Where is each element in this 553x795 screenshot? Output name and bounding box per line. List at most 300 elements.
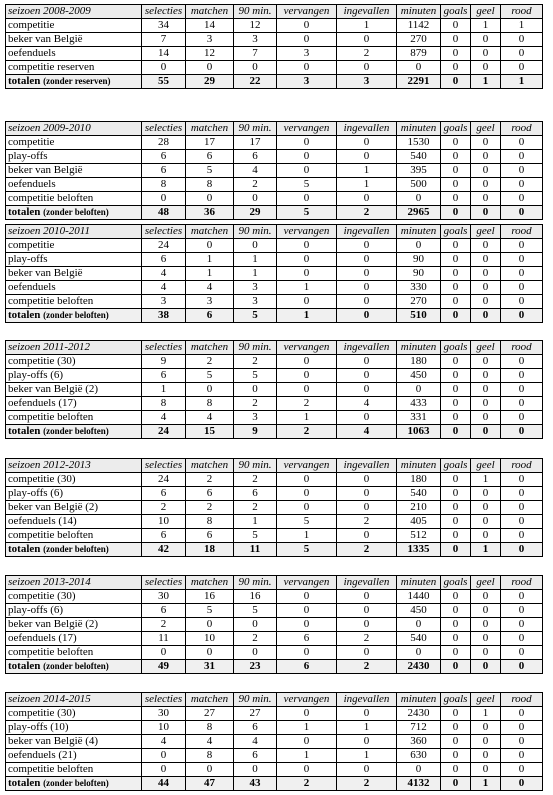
- totals-note: (zonder beloften): [43, 661, 109, 671]
- stat-cell: 5: [186, 604, 234, 618]
- stat-cell: 0: [441, 397, 471, 411]
- total-cell: 24: [142, 425, 186, 439]
- stat-cell: 0: [441, 707, 471, 721]
- stat-cell: 0: [337, 281, 397, 295]
- stat-cell: 27: [234, 707, 277, 721]
- totals-note: (zonder beloften): [43, 310, 109, 320]
- stat-cell: 0: [471, 763, 501, 777]
- stat-cell: 0: [501, 47, 543, 61]
- total-cell: 0: [441, 75, 471, 89]
- total-cell: 0: [501, 425, 543, 439]
- total-cell: 1: [471, 75, 501, 89]
- stat-cell: 6: [142, 369, 186, 383]
- stat-cell: 1: [501, 19, 543, 33]
- stat-cell: 17: [186, 136, 234, 150]
- table-row: [6, 604, 543, 618]
- column-header: ingevallen: [337, 693, 397, 707]
- stat-cell: 0: [397, 61, 441, 75]
- total-cell: 29: [186, 75, 234, 89]
- table-row: [6, 529, 543, 543]
- total-cell: 6: [277, 660, 337, 674]
- stat-cell: 180: [397, 473, 441, 487]
- table-row: [6, 707, 543, 721]
- stat-cell: 0: [501, 33, 543, 47]
- stat-cell: 1: [277, 529, 337, 543]
- total-cell: 0: [501, 206, 543, 220]
- stat-cell: 0: [441, 411, 471, 425]
- stat-cell: 0: [471, 604, 501, 618]
- stat-cell: 2: [234, 501, 277, 515]
- stat-cell: 0: [471, 397, 501, 411]
- stat-cell: 0: [337, 735, 397, 749]
- total-cell: 0: [501, 777, 543, 791]
- column-header: geel: [471, 693, 501, 707]
- header-row: [6, 225, 543, 239]
- stat-cell: 0: [501, 590, 543, 604]
- stat-cell: 4: [142, 735, 186, 749]
- stat-cell: 3: [234, 295, 277, 309]
- total-cell: 0: [471, 425, 501, 439]
- stat-cell: 0: [277, 646, 337, 660]
- stat-cell: 0: [337, 61, 397, 75]
- stat-cell: 540: [397, 487, 441, 501]
- season-title: seizoen 2008-2009: [6, 5, 142, 19]
- stat-cell: 5: [277, 178, 337, 192]
- column-header: ingevallen: [337, 576, 397, 590]
- stat-cell: 27: [186, 707, 234, 721]
- totals-row: [6, 309, 543, 323]
- total-cell: 510: [397, 309, 441, 323]
- column-header: 90 min.: [234, 122, 277, 136]
- total-cell: 4: [337, 425, 397, 439]
- row-label: competitie (30): [6, 590, 142, 604]
- stat-cell: 0: [501, 735, 543, 749]
- stat-cell: 8: [142, 397, 186, 411]
- column-header: selecties: [142, 576, 186, 590]
- stat-cell: 2: [186, 355, 234, 369]
- stat-cell: 2: [142, 501, 186, 515]
- total-cell: 2: [277, 777, 337, 791]
- stat-cell: 0: [441, 164, 471, 178]
- stat-cell: 0: [501, 632, 543, 646]
- stat-cell: 0: [337, 707, 397, 721]
- column-header: goals: [441, 576, 471, 590]
- stat-cell: 0: [501, 515, 543, 529]
- row-label: oefenduels: [6, 47, 142, 61]
- stat-cell: 330: [397, 281, 441, 295]
- table-row: [6, 487, 543, 501]
- stat-cell: 0: [441, 253, 471, 267]
- stat-cell: 8: [186, 721, 234, 735]
- stat-cell: 0: [501, 369, 543, 383]
- stat-cell: 10: [142, 515, 186, 529]
- total-cell: 42: [142, 543, 186, 557]
- stat-cell: 3: [142, 295, 186, 309]
- stat-cell: 4: [186, 411, 234, 425]
- stat-cell: 0: [277, 501, 337, 515]
- stat-cell: 0: [441, 61, 471, 75]
- stat-cell: 0: [471, 295, 501, 309]
- stat-cell: 0: [501, 61, 543, 75]
- stat-cell: 8: [186, 515, 234, 529]
- column-header: selecties: [142, 459, 186, 473]
- total-cell: 0: [471, 660, 501, 674]
- stat-cell: 0: [501, 136, 543, 150]
- column-header: matchen: [186, 341, 234, 355]
- stat-cell: 6: [186, 487, 234, 501]
- stat-cell: 6: [142, 164, 186, 178]
- stat-cell: 0: [441, 19, 471, 33]
- stat-cell: 0: [441, 369, 471, 383]
- stat-cell: 90: [397, 253, 441, 267]
- stat-cell: 0: [441, 632, 471, 646]
- totals-label-cell: [6, 660, 142, 674]
- table-row: [6, 355, 543, 369]
- stat-cell: 0: [501, 411, 543, 425]
- stat-cell: 0: [441, 47, 471, 61]
- column-header: ingevallen: [337, 341, 397, 355]
- stat-cell: 12: [186, 47, 234, 61]
- row-label: oefenduels (17): [6, 632, 142, 646]
- stat-cell: 14: [142, 47, 186, 61]
- stat-cell: 0: [397, 763, 441, 777]
- season-table: [5, 224, 543, 323]
- stat-cell: 0: [142, 749, 186, 763]
- stat-cell: 0: [186, 192, 234, 206]
- total-cell: 0: [501, 543, 543, 557]
- table-row: [6, 632, 543, 646]
- stat-cell: 1: [471, 473, 501, 487]
- stat-cell: 0: [471, 501, 501, 515]
- column-header: minuten: [397, 341, 441, 355]
- table-row: [6, 253, 543, 267]
- stat-cell: 0: [501, 604, 543, 618]
- column-header: goals: [441, 693, 471, 707]
- totals-label-cell: [6, 425, 142, 439]
- stat-cell: 405: [397, 515, 441, 529]
- stat-cell: 9: [142, 355, 186, 369]
- table-row: [6, 721, 543, 735]
- stat-cell: 2: [234, 355, 277, 369]
- stat-cell: 450: [397, 369, 441, 383]
- header-row: [6, 5, 543, 19]
- stat-cell: 0: [277, 487, 337, 501]
- season-title: seizoen 2011-2012: [6, 341, 142, 355]
- column-header: rood: [501, 341, 543, 355]
- stat-cell: 10: [142, 721, 186, 735]
- stat-cell: 0: [501, 267, 543, 281]
- total-cell: 1: [501, 75, 543, 89]
- totals-note: (zonder beloften): [43, 544, 109, 554]
- total-cell: 1063: [397, 425, 441, 439]
- table-row: [6, 281, 543, 295]
- column-header: vervangen: [277, 5, 337, 19]
- row-label: competitie (30): [6, 473, 142, 487]
- stat-cell: 6: [142, 150, 186, 164]
- stat-cell: 0: [441, 295, 471, 309]
- stat-cell: 0: [277, 19, 337, 33]
- column-header: ingevallen: [337, 122, 397, 136]
- stat-cell: 0: [397, 618, 441, 632]
- stat-cell: 0: [277, 383, 337, 397]
- stat-cell: 0: [501, 487, 543, 501]
- stat-cell: 1: [277, 281, 337, 295]
- total-cell: 4132: [397, 777, 441, 791]
- season-title: seizoen 2010-2011: [6, 225, 142, 239]
- header-row: [6, 341, 543, 355]
- stat-cell: 0: [501, 150, 543, 164]
- stat-cell: 1: [277, 411, 337, 425]
- total-cell: 0: [441, 543, 471, 557]
- stat-cell: 16: [234, 590, 277, 604]
- column-header: rood: [501, 459, 543, 473]
- total-cell: 0: [501, 309, 543, 323]
- totals-label-cell: [6, 75, 142, 89]
- stat-cell: 0: [234, 61, 277, 75]
- row-label: play-offs: [6, 253, 142, 267]
- column-header: geel: [471, 459, 501, 473]
- totals-label-cell: [6, 206, 142, 220]
- stat-cell: 0: [337, 618, 397, 632]
- stat-cell: 8: [142, 178, 186, 192]
- stat-cell: 0: [441, 473, 471, 487]
- stat-cell: 30: [142, 590, 186, 604]
- stat-cell: 4: [234, 164, 277, 178]
- stat-cell: 0: [441, 529, 471, 543]
- stat-cell: 3: [186, 295, 234, 309]
- total-cell: 3: [277, 75, 337, 89]
- totals-note: (zonder beloften): [43, 207, 109, 217]
- totals-row: [6, 75, 543, 89]
- totals-label-cell: [6, 309, 142, 323]
- stat-cell: 0: [471, 411, 501, 425]
- stat-cell: 6: [234, 749, 277, 763]
- column-header: selecties: [142, 5, 186, 19]
- stat-cell: 2: [337, 47, 397, 61]
- stat-cell: 0: [471, 618, 501, 632]
- stat-cell: 6: [142, 487, 186, 501]
- total-cell: 0: [441, 206, 471, 220]
- row-label: oefenduels: [6, 178, 142, 192]
- stat-cell: 17: [234, 136, 277, 150]
- stat-cell: 0: [337, 501, 397, 515]
- column-header: goals: [441, 459, 471, 473]
- stat-cell: 0: [471, 239, 501, 253]
- stat-cell: 5: [234, 604, 277, 618]
- table-row: [6, 515, 543, 529]
- column-header: 90 min.: [234, 576, 277, 590]
- table-row: [6, 192, 543, 206]
- stat-cell: 0: [441, 178, 471, 192]
- stat-cell: 0: [277, 763, 337, 777]
- stat-cell: 0: [397, 383, 441, 397]
- column-header: matchen: [186, 122, 234, 136]
- stat-cell: 0: [501, 646, 543, 660]
- column-header: 90 min.: [234, 341, 277, 355]
- stat-cell: 1: [471, 19, 501, 33]
- stat-cell: 180: [397, 355, 441, 369]
- column-header: goals: [441, 225, 471, 239]
- row-label: beker van België (4): [6, 735, 142, 749]
- column-header: 90 min.: [234, 693, 277, 707]
- stat-cell: 0: [501, 281, 543, 295]
- column-header: rood: [501, 225, 543, 239]
- stat-cell: 0: [501, 164, 543, 178]
- total-cell: 2291: [397, 75, 441, 89]
- stat-cell: 0: [441, 33, 471, 47]
- row-label: play-offs (10): [6, 721, 142, 735]
- stat-cell: 0: [441, 355, 471, 369]
- column-header: matchen: [186, 693, 234, 707]
- stat-cell: 34: [142, 19, 186, 33]
- stat-cell: 0: [277, 150, 337, 164]
- row-label: oefenduels (14): [6, 515, 142, 529]
- column-header: geel: [471, 576, 501, 590]
- total-cell: 5: [234, 309, 277, 323]
- stat-cell: 0: [471, 178, 501, 192]
- stat-cell: 360: [397, 735, 441, 749]
- totals-row: [6, 777, 543, 791]
- stat-cell: 0: [337, 369, 397, 383]
- total-cell: 0: [441, 309, 471, 323]
- row-label: competitie: [6, 239, 142, 253]
- stat-cell: 0: [471, 281, 501, 295]
- row-label: competitie beloften: [6, 192, 142, 206]
- table-row: [6, 590, 543, 604]
- stat-cell: 0: [142, 61, 186, 75]
- stat-cell: 331: [397, 411, 441, 425]
- stat-cell: 210: [397, 501, 441, 515]
- column-header: minuten: [397, 122, 441, 136]
- stat-cell: 24: [142, 239, 186, 253]
- stat-cell: 0: [501, 239, 543, 253]
- stat-cell: 0: [277, 735, 337, 749]
- stat-cell: 0: [337, 411, 397, 425]
- stat-cell: 0: [441, 735, 471, 749]
- stat-cell: 2: [186, 473, 234, 487]
- stat-cell: 630: [397, 749, 441, 763]
- column-header: vervangen: [277, 122, 337, 136]
- stat-cell: 0: [471, 369, 501, 383]
- stat-cell: 1: [186, 267, 234, 281]
- stat-cell: 0: [441, 749, 471, 763]
- total-cell: 2: [337, 543, 397, 557]
- stat-cell: 6: [186, 150, 234, 164]
- season-table: [5, 692, 543, 791]
- stat-cell: 0: [277, 369, 337, 383]
- stat-cell: 0: [501, 763, 543, 777]
- column-header: matchen: [186, 459, 234, 473]
- table-row: [6, 369, 543, 383]
- season-table: [5, 121, 543, 220]
- stat-cell: 0: [441, 150, 471, 164]
- table-row: [6, 164, 543, 178]
- stat-cell: 90: [397, 267, 441, 281]
- stat-cell: 3: [234, 33, 277, 47]
- row-label: play-offs (6): [6, 604, 142, 618]
- stat-cell: 6: [142, 529, 186, 543]
- stat-cell: 0: [337, 529, 397, 543]
- stat-cell: 0: [471, 61, 501, 75]
- row-label: competitie beloften: [6, 411, 142, 425]
- column-header: matchen: [186, 576, 234, 590]
- stat-cell: 1530: [397, 136, 441, 150]
- stat-cell: 1: [277, 721, 337, 735]
- totals-label: totalen: [8, 777, 41, 789]
- stat-cell: 6: [234, 150, 277, 164]
- column-header: ingevallen: [337, 5, 397, 19]
- stat-cell: 1: [337, 178, 397, 192]
- stat-cell: 0: [337, 295, 397, 309]
- table-row: [6, 61, 543, 75]
- stat-cell: 0: [186, 618, 234, 632]
- stat-cell: 7: [234, 47, 277, 61]
- stat-cell: 0: [471, 136, 501, 150]
- stat-cell: 11: [142, 632, 186, 646]
- stat-cell: 0: [277, 239, 337, 253]
- totals-note: (zonder beloften): [43, 778, 109, 788]
- table-row: [6, 749, 543, 763]
- stat-cell: 0: [501, 501, 543, 515]
- totals-label: totalen: [8, 309, 41, 321]
- stat-cell: 0: [441, 281, 471, 295]
- stat-cell: 0: [234, 763, 277, 777]
- stat-cell: 5: [186, 369, 234, 383]
- stat-cell: 2: [277, 397, 337, 411]
- stat-cell: 3: [234, 411, 277, 425]
- row-label: competitie: [6, 136, 142, 150]
- column-header: minuten: [397, 459, 441, 473]
- column-header: geel: [471, 5, 501, 19]
- stat-cell: 0: [337, 136, 397, 150]
- total-cell: 1: [471, 777, 501, 791]
- stat-cell: 0: [186, 646, 234, 660]
- stat-cell: 4: [186, 281, 234, 295]
- stat-cell: 0: [277, 253, 337, 267]
- column-header: matchen: [186, 225, 234, 239]
- column-header: vervangen: [277, 225, 337, 239]
- totals-row: [6, 660, 543, 674]
- stat-cell: 0: [441, 136, 471, 150]
- stat-cell: 0: [471, 487, 501, 501]
- total-cell: 0: [441, 425, 471, 439]
- stat-cell: 0: [234, 192, 277, 206]
- header-row: [6, 122, 543, 136]
- row-label: play-offs: [6, 150, 142, 164]
- stat-cell: 0: [277, 61, 337, 75]
- table-row: [6, 239, 543, 253]
- season-title: seizoen 2009-2010: [6, 122, 142, 136]
- stat-cell: 24: [142, 473, 186, 487]
- total-cell: 29: [234, 206, 277, 220]
- table-row: [6, 411, 543, 425]
- row-label: beker van België (2): [6, 383, 142, 397]
- stat-cell: 0: [277, 355, 337, 369]
- row-label: competitie (30): [6, 355, 142, 369]
- stat-cell: 6: [186, 529, 234, 543]
- stat-cell: 1: [186, 253, 234, 267]
- row-label: beker van België: [6, 164, 142, 178]
- stat-cell: 0: [397, 646, 441, 660]
- season-title: seizoen 2012-2013: [6, 459, 142, 473]
- row-label: beker van België (2): [6, 618, 142, 632]
- stat-cell: 0: [277, 473, 337, 487]
- stat-cell: 500: [397, 178, 441, 192]
- total-cell: 31: [186, 660, 234, 674]
- total-cell: 1335: [397, 543, 441, 557]
- stat-cell: 712: [397, 721, 441, 735]
- table-row: [6, 267, 543, 281]
